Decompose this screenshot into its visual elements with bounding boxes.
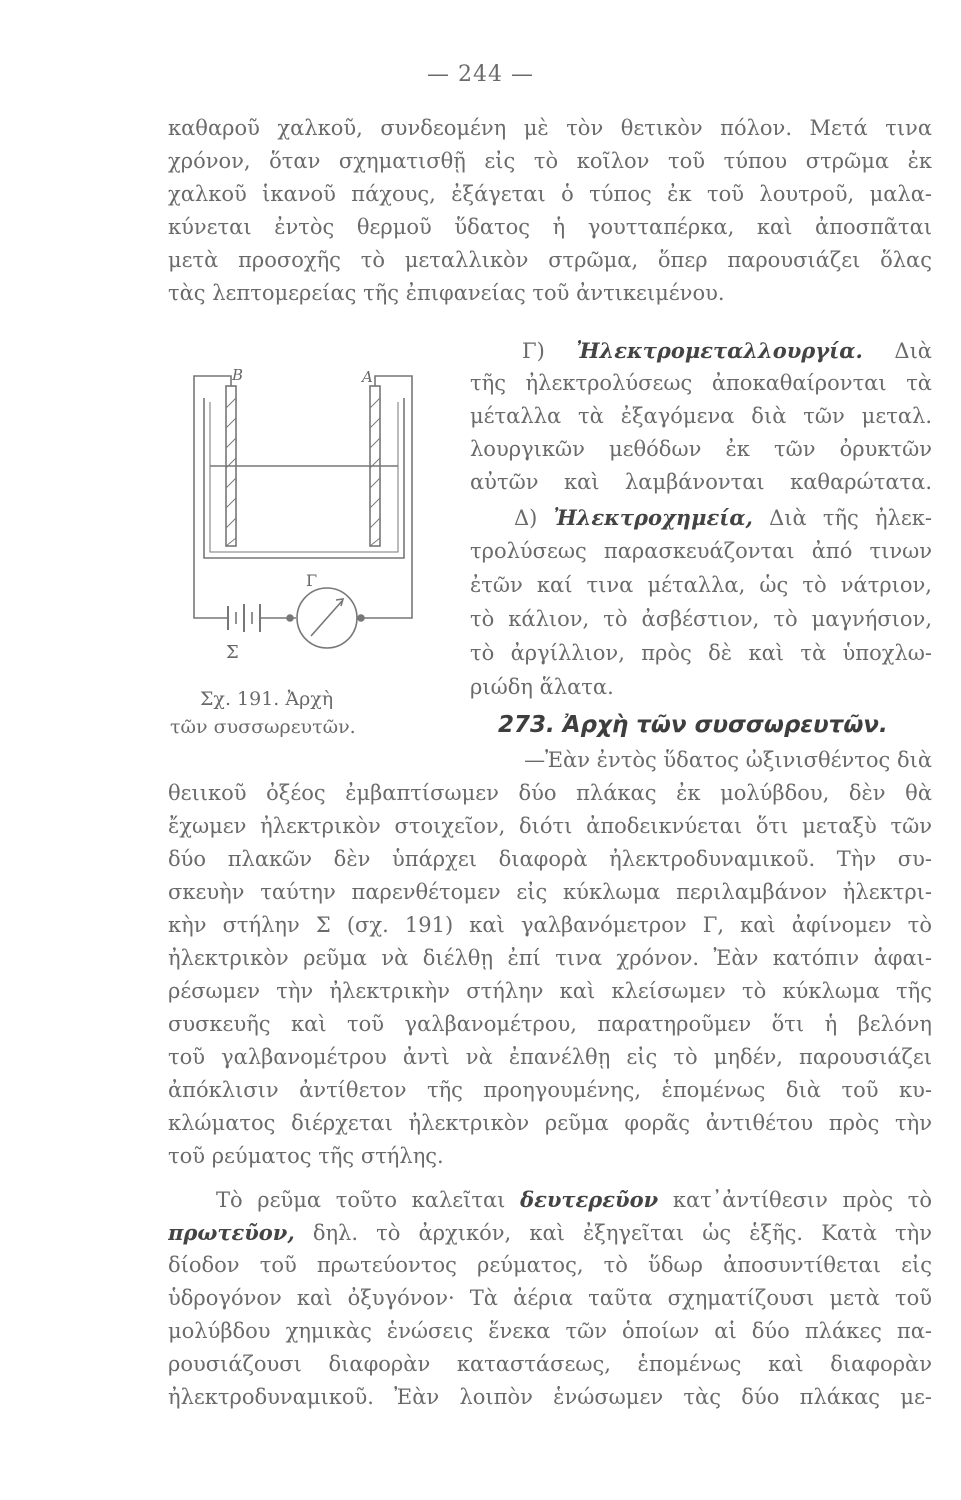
accumulator-diagram xyxy=(186,368,426,668)
text-line: ἔχωμεν ἠλεκτρικὸν στοιχεῖον, διότι ἀποδεικνύεται ὅτι μεταξὺ τῶν xyxy=(168,814,932,838)
figure-caption: Σχ. 191. Ἀρχὴ xyxy=(200,688,334,710)
section-273-heading: 273. Ἀρχὴ τῶν συσσωρευτῶν. xyxy=(498,712,888,738)
para2-first-line xyxy=(168,1183,932,1216)
text-line: ἠλεκτρικὸν ρεῦμα νὰ διέλθῃ ἐπί τινα χρόνον. Ἐὰν κατόπιν ἀφαι- xyxy=(168,946,932,970)
term-primary: πρωτεῦον, xyxy=(168,1220,295,1245)
text-line: κὴν στήλην Σ (σχ. 191) καὶ γαλβανόμετρον Γ, καὶ ἀφίνομεν τὸ xyxy=(168,913,932,937)
figure-caption-cont: τῶν συσσωρευτῶν. xyxy=(170,716,356,738)
text-line: τοῦ γαλβανομέτρου ἀντὶ νὰ ἐπανέλθῃ εἰς τὸ μηδέν, παρουσιάζει xyxy=(168,1045,932,1069)
text-line: τὰς λεπτομερείας τῆς ἐπιφανείας τοῦ ἀντικειμένου. xyxy=(168,281,725,305)
text-line: μέταλλα τὰ ἐξαγόμενα διὰ τῶν μεταλ. xyxy=(470,404,932,428)
section-d-title: Ἠλεκτροχημεία, xyxy=(553,505,753,530)
text-line: μολύβδου χημικὰς ἑνώσεις ἕνεκα τῶν ὁποίων αἱ δύο πλάκες πα- xyxy=(168,1319,932,1343)
text-line: χαλκοῦ ἱκανοῦ πάχους, ἐξάγεται ὁ τύπος ἐκ τοῦ λουτροῦ, μαλα- xyxy=(168,182,932,206)
para2-second-line xyxy=(168,1216,932,1249)
section-d-label: Δ) xyxy=(514,506,538,530)
text-line: τῆς ἠλεκτρολύσεως ἀποκαθαίρονται τὰ xyxy=(470,371,932,395)
text-line: τὸ ἀργίλλιον, πρὸς δὲ καὶ τὰ ὑποχλω- xyxy=(470,641,932,665)
text-line: ἠλεκτροδυναμικοῦ. Ἐὰν λοιπὸν ἑνώσωμεν τὰς δύο πλάκας με- xyxy=(168,1385,932,1409)
text-line: ρουσιάζουσι διαφορὰν καταστάσεως, ἑπομένως καὶ διαφορὰν xyxy=(168,1352,932,1376)
label-a: A xyxy=(362,368,373,386)
section-g-label: Γ) xyxy=(522,339,545,363)
text-line: ρέσωμεν τὴν ἠλεκτρικὴν στήλην καὶ κλείσωμεν τὸ κύκλωμα τῆς xyxy=(168,979,932,1003)
text-line: χρόνον, ὅταν σχηματισθῇ εἰς τὸ κοῖλον τοῦ τύπου στρῶμα ἐκ xyxy=(168,149,932,173)
label-b: B xyxy=(232,368,244,384)
text-line: τὸ κάλιον, τὸ ἀσβέστιον, τὸ μαγνήσιον, xyxy=(470,607,932,631)
section-g-title: Ἠλεκτρομεταλλουργία. xyxy=(576,338,863,363)
section-d-lead: Διὰ τῆς ἠλεκ- xyxy=(769,506,932,530)
para2-start: Τὸ ρεῦμα τοῦτο καλεῖται xyxy=(216,1188,506,1212)
term-secondary: δευτερεῦον xyxy=(520,1187,659,1212)
text-line: αὐτῶν καὶ λαμβάνονται καθαρώτατα. xyxy=(470,470,932,494)
text-line: τοῦ ρεύματος τῆς στήλης. xyxy=(168,1144,444,1168)
label-sigma: Σ xyxy=(226,642,239,663)
section-d-heading xyxy=(514,501,932,534)
para2-rest: δηλ. τὸ ἀρχικόν, καὶ ἐξηγεῖται ὡς ἑξῆς. Κατὰ τὴν xyxy=(312,1221,932,1245)
text-line: θειικοῦ ὀξέος ἐμβαπτίσωμεν δύο πλάκας ἐκ μολύβδου, δὲν θὰ xyxy=(168,781,932,805)
para2-mid: κατ᾽ἀντίθεσιν πρὸς τὸ xyxy=(672,1188,932,1212)
text-line: δύο πλακῶν δὲν ὑπάρχει διαφορὰ ἠλεκτροδυναμικοῦ. Τὴν συ- xyxy=(168,847,932,871)
text-line: ἐτῶν καί τινα μέταλλα, ὡς τὸ νάτριον, xyxy=(470,573,932,597)
text-line: τρολύσεως παρασκευάζονται ἀπό τινων xyxy=(470,539,932,563)
text-line: —Ἐὰν ἐντὸς ὕδατος ὠξινισθέντος διὰ xyxy=(524,748,932,772)
text-line: λουργικῶν μεθόδων ἐκ τῶν ὀρυκτῶν xyxy=(470,437,932,461)
section-g-heading xyxy=(522,334,932,367)
page-number: — 244 — xyxy=(427,62,534,87)
label-gamma: Γ xyxy=(306,571,318,590)
text-line: σκευὴν ταύτην παρενθέτομεν εἰς κύκλωμα περιλαμβάνον ἠλεκτρι- xyxy=(168,880,932,904)
text-line: συσκευῆς καὶ τοῦ γαλβανομέτρου, παρατηροῦμεν ὅτι ἡ βελόνη xyxy=(168,1012,932,1036)
text-line: καθαροῦ χαλκοῦ, συνδεομένη μὲ τὸν θετικὸν πόλον. Μετά τινα xyxy=(168,116,932,140)
text-line: ἀπόκλισιν ἀντίθετον τῆς προηγουμένης, ἑπομένως διὰ τοῦ κυ- xyxy=(168,1078,932,1102)
text-line: κλώματος διέρχεται ἠλεκτρικὸν ρεῦμα φορᾶς ἀντιθέτου πρὸς τὴν xyxy=(168,1111,932,1135)
text-line: ὑδρογόνον καὶ ὀξυγόνον· Τὰ ἀέρια ταῦτα σχηματίζουσι μετὰ τοῦ xyxy=(168,1286,932,1310)
vessel-outline xyxy=(204,398,404,558)
text-line: δίοδον τοῦ πρωτεύοντος ρεύματος, τὸ ὕδωρ ἀποσυντίθεται εἰς xyxy=(168,1253,932,1277)
text-line: κύνεται ἐντὸς θερμοῦ ὕδατος ἡ γουτταπέρκα, καὶ ἀποσπᾶται xyxy=(168,215,932,239)
section-g-lead: Διὰ xyxy=(894,339,932,363)
text-line: ριώδη ἅλατα. xyxy=(470,675,614,699)
text-line: μετὰ προσοχῆς τὸ μεταλλικὸν στρῶμα, ὅπερ παρουσιάζει ὅλας xyxy=(168,248,932,272)
